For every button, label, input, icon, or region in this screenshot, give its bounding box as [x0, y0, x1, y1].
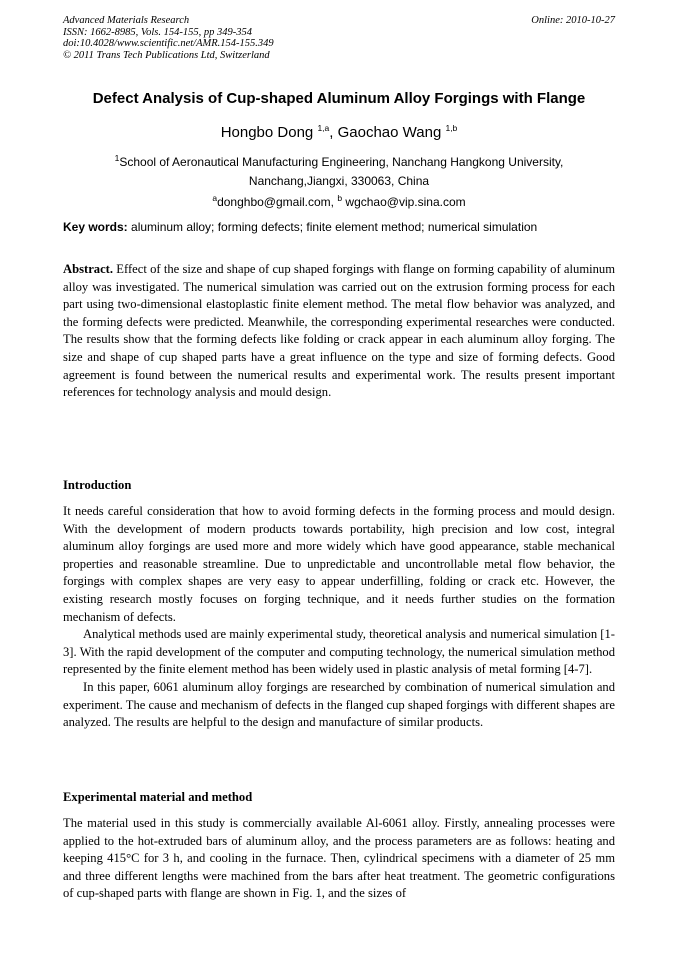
abstract-text: Effect of the size and shape of cup shaped forgings with flange on forming capability of aluminum alloy was investigated. The numerical simulation was carried out on the extrusion forming process for each part using two-dimensional elastoplastic finite element method. The metal flow behavior was analyzed, and the forming defects were predicted. Meanwhile, the corresponding experimental researches were conducted. The results show that the forming defects like folding or crack appear in each aluminum alloy forging. The size and shape of cup shaped parts have a great influence on the type and size of forming defects. Good agreement is found between the numerical results and experimental work. The results present important references for technology analysis and mould design. [63, 262, 615, 400]
email-mark-b: b [337, 193, 343, 203]
affiliation-line-1: School of Aeronautical Manufacturing Engineering, Nanchang Hangkong University, [119, 155, 564, 169]
abstract [63, 261, 615, 402]
doi-line: doi:10.4028/www.scientific.net/AMR.154-155.349 [63, 38, 274, 49]
section-heading-experimental: Experimental material and method [63, 790, 253, 804]
author-line [63, 124, 615, 141]
email-line [63, 195, 615, 209]
email-a-link[interactable]: donghbo@gmail.com, [217, 195, 338, 209]
journal-header [63, 15, 615, 61]
email-mark-a: a [212, 193, 218, 203]
section-heading-introduction: Introduction [63, 478, 132, 492]
introduction-body [63, 503, 615, 732]
author-name: Gaochao Wang [337, 124, 442, 141]
keywords-text: aluminum alloy; forming defects; finite element method; numerical simulation [127, 220, 538, 234]
paragraph: Analytical methods used are mainly experimental study, theoretical analysis and numerical simulation [1-3]. With the rapid development of the computer and computing technology, the numerical simulation method represented by the finite element method has been widely used in plastic analysis of metal forming [4-7]. [63, 627, 615, 677]
affiliation-mark: 1 [114, 153, 120, 163]
copyright-line: © 2011 Trans Tech Publications Ltd, Switzerland [63, 49, 270, 61]
issn-line: ISSN: 1662-8985, Vols. 154-155, pp 349-354 [63, 26, 252, 38]
author-separator: , [329, 124, 338, 141]
keywords [63, 220, 615, 234]
paragraph: It needs careful consideration that how to avoid forming defects in the forming process and mould design. With the development of modern products towards portability, high precision and low cost, integral aluminum alloy forgings are used more and more widely which have good appearance, stable mechanical properties and reasonable streamline. Due to unpredictable and uncontrollable metal flow behavior, the forgings with complex shapes are very easy to appear underfilling, folding or crack etc. However, the existing research mostly focuses on forging technique, and it needs further studies on the formation mechanism of defects. [63, 504, 615, 624]
email-b-link[interactable]: wgchao@vip.sina.com [342, 195, 466, 209]
paragraph: In this paper, 6061 aluminum alloy forgings are researched by combination of numerical simulation and experiment. The cause and mechanism of defects in the flanged cup shaped forgings with different shapes are analyzed. The results are helpful to the design and manufacture of similar products. [63, 679, 615, 730]
keywords-label: Key words: [63, 220, 128, 234]
author-name: Hongbo Dong [220, 124, 314, 141]
paper-title: Defect Analysis of Cup-shaped Aluminum Alloy Forgings with Flange [92, 90, 586, 107]
affiliation-line-2: Nanchang,Jiangxi, 330063, China [248, 174, 430, 188]
paragraph: The material used in this study is commercially available Al-6061 alloy. Firstly, annealing processes were applied to the hot-extruded bars of aluminum alloy, and the process parameters are as follows: heating and keeping 415°C for 3 h, and cooling in the furnace. Then, cylindrical specimens with a diameter of 25 mm and three different lengths were machined from the bars after heat treatment. The geometric configurations of cup-shaped parts with flange are shown in Fig. 1, and the sizes of [63, 816, 615, 901]
journal-name: Advanced Materials Research [63, 15, 190, 26]
abstract-label: Abstract. [63, 262, 114, 276]
affiliation [63, 153, 615, 191]
author-affiliation-mark: 1,b [445, 123, 458, 133]
experimental-body [63, 815, 615, 903]
author-affiliation-mark: 1,a [317, 123, 330, 133]
online-date: Online: 2010-10-27 [531, 15, 615, 26]
